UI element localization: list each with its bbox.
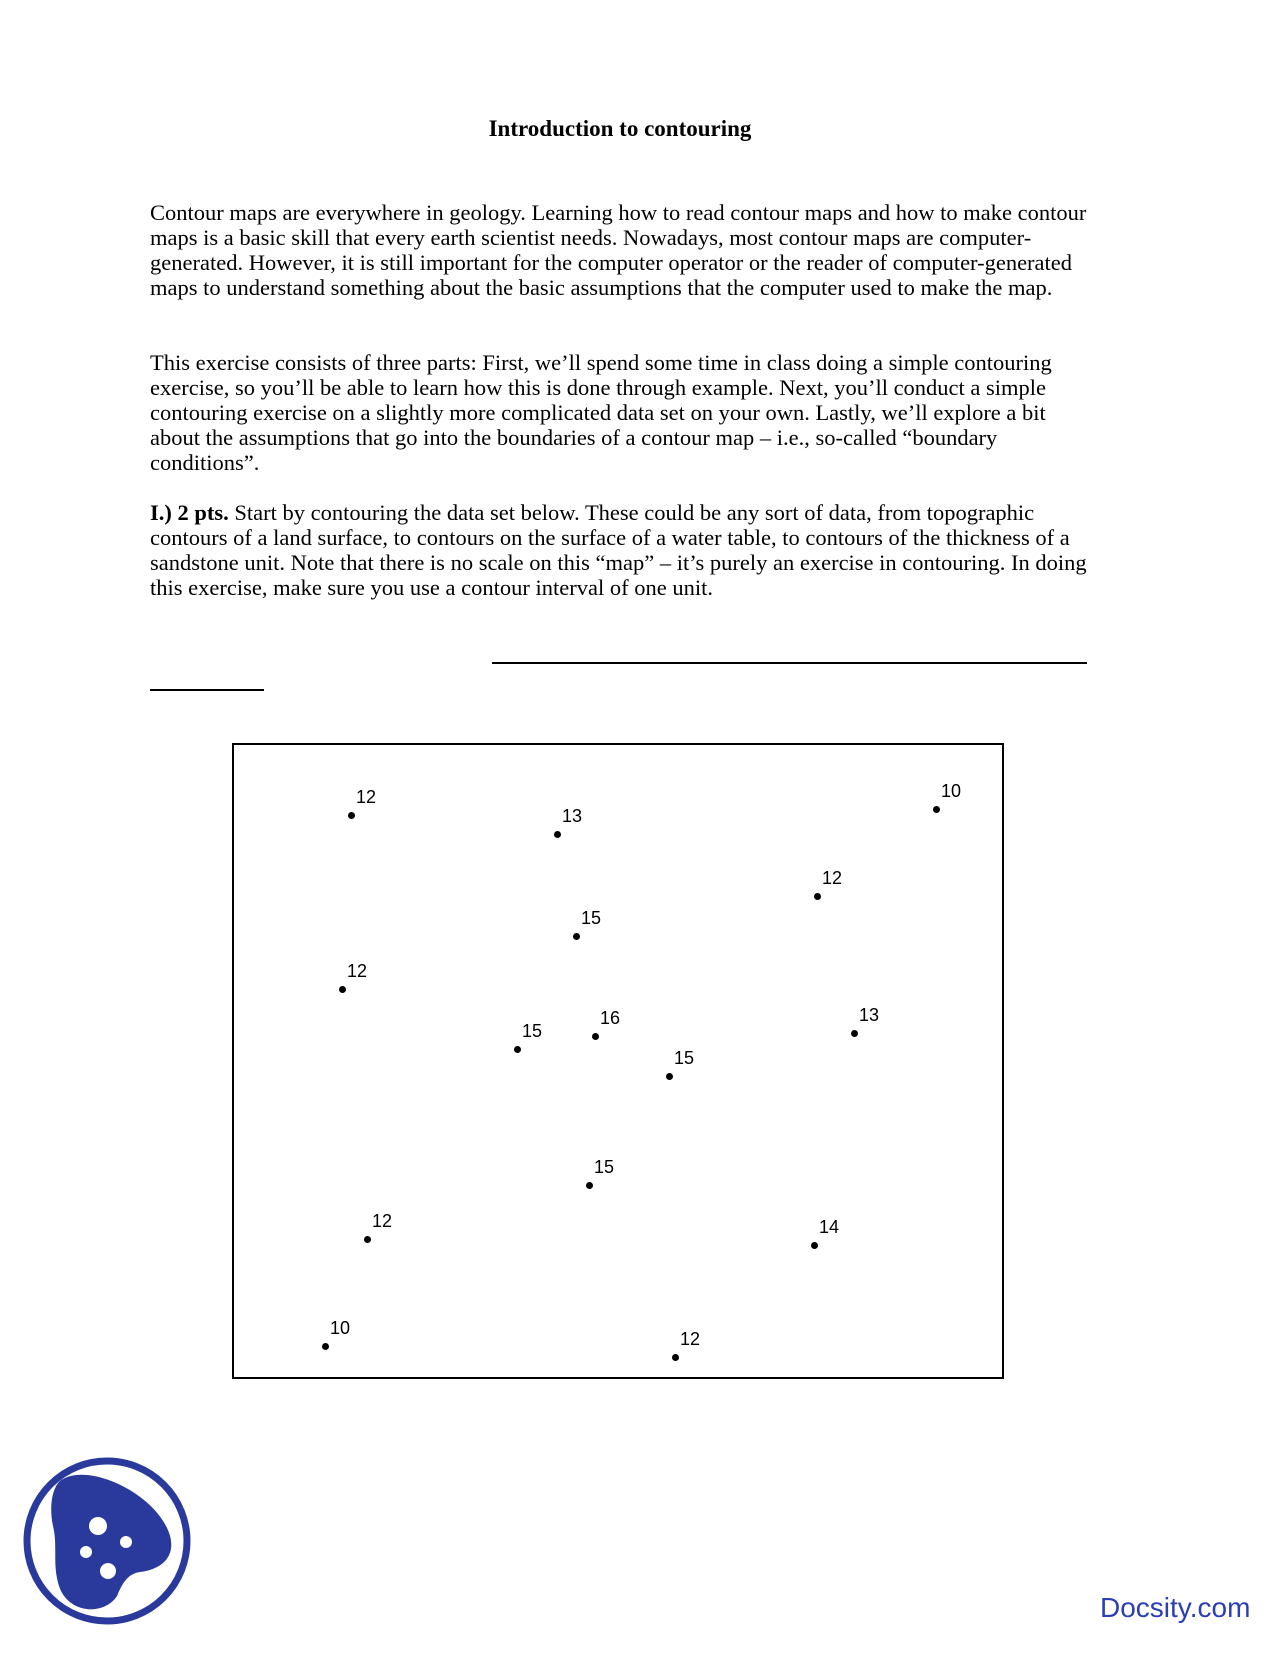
answer-line [492,662,1087,664]
data-point-marker [814,893,821,900]
task-paragraph [150,500,1095,600]
data-point-value: 15 [594,1157,615,1177]
data-point-marker [364,1236,371,1243]
answer-line-short [150,689,264,691]
data-point-marker [322,1343,329,1350]
data-point-value: 13 [859,1005,880,1025]
task-text: Start by contouring the data set below. These could be any sort of data, from topographic contours of a land surface, to contours on the surface of a water table, to contours of the thickness of a sandstone unit. Note that there is no scale on this “map” – it’s purely an exercise in contouring. In doing this exercise, make sure you use a contour interval of one unit. [150,500,1087,600]
data-point-marker [592,1033,599,1040]
data-point-marker [672,1354,679,1361]
data-point-value: 12 [347,961,368,981]
data-point-marker [573,933,580,940]
data-point-marker [514,1046,521,1053]
docsity-brand-link[interactable]: Docsity.com [1100,1592,1251,1623]
exercise-paragraph: This exercise consists of three parts: First, we’ll spend some time in class doing a simple contouring exercise, so you’ll be able to learn how this is done through example. Next, you’ll conduct a simple contouring exercise on a slightly more complicated data set on your own. Lastly, we’ll explore a bit about the assumptions that go into the boundaries of a contour map – i.e., so-called “boundary conditions”. [150,350,1052,475]
data-point-marker [811,1242,818,1249]
task-label: I.) 2 pts. [150,500,229,525]
data-point-value: 12 [372,1211,393,1231]
intro-paragraph: Contour maps are everywhere in geology. Learning how to read contour maps and how to make contour maps is a basic skill that every earth scientist needs. Nowadays, most contour maps are computer-generated. However, it is still important for the computer operator or the reader of computer-generated maps to understand something about the basic assumptions that the computer used to make the map. [150,200,1087,300]
data-point-marker [339,986,346,993]
data-point-value: 12 [822,868,843,888]
data-point-value: 12 [356,787,377,807]
data-point-value: 10 [941,781,962,801]
data-point-value: 13 [562,806,583,826]
contour-map [232,743,1004,1379]
data-point-marker [851,1030,858,1037]
data-point-marker [586,1182,593,1189]
data-point-value: 12 [680,1329,701,1349]
data-point-value: 14 [819,1217,840,1237]
data-point-marker [348,812,355,819]
data-point-value: 16 [600,1008,621,1028]
data-point-value: 15 [674,1048,695,1068]
page-title: Introduction to contouring [488,116,752,141]
data-point-marker [933,806,940,813]
data-point-value: 10 [330,1318,351,1338]
data-point-marker [666,1073,673,1080]
data-point-marker [554,831,561,838]
docsity-logo-icon [22,1456,192,1626]
data-point-value: 15 [522,1021,543,1041]
data-point-value: 15 [581,908,602,928]
